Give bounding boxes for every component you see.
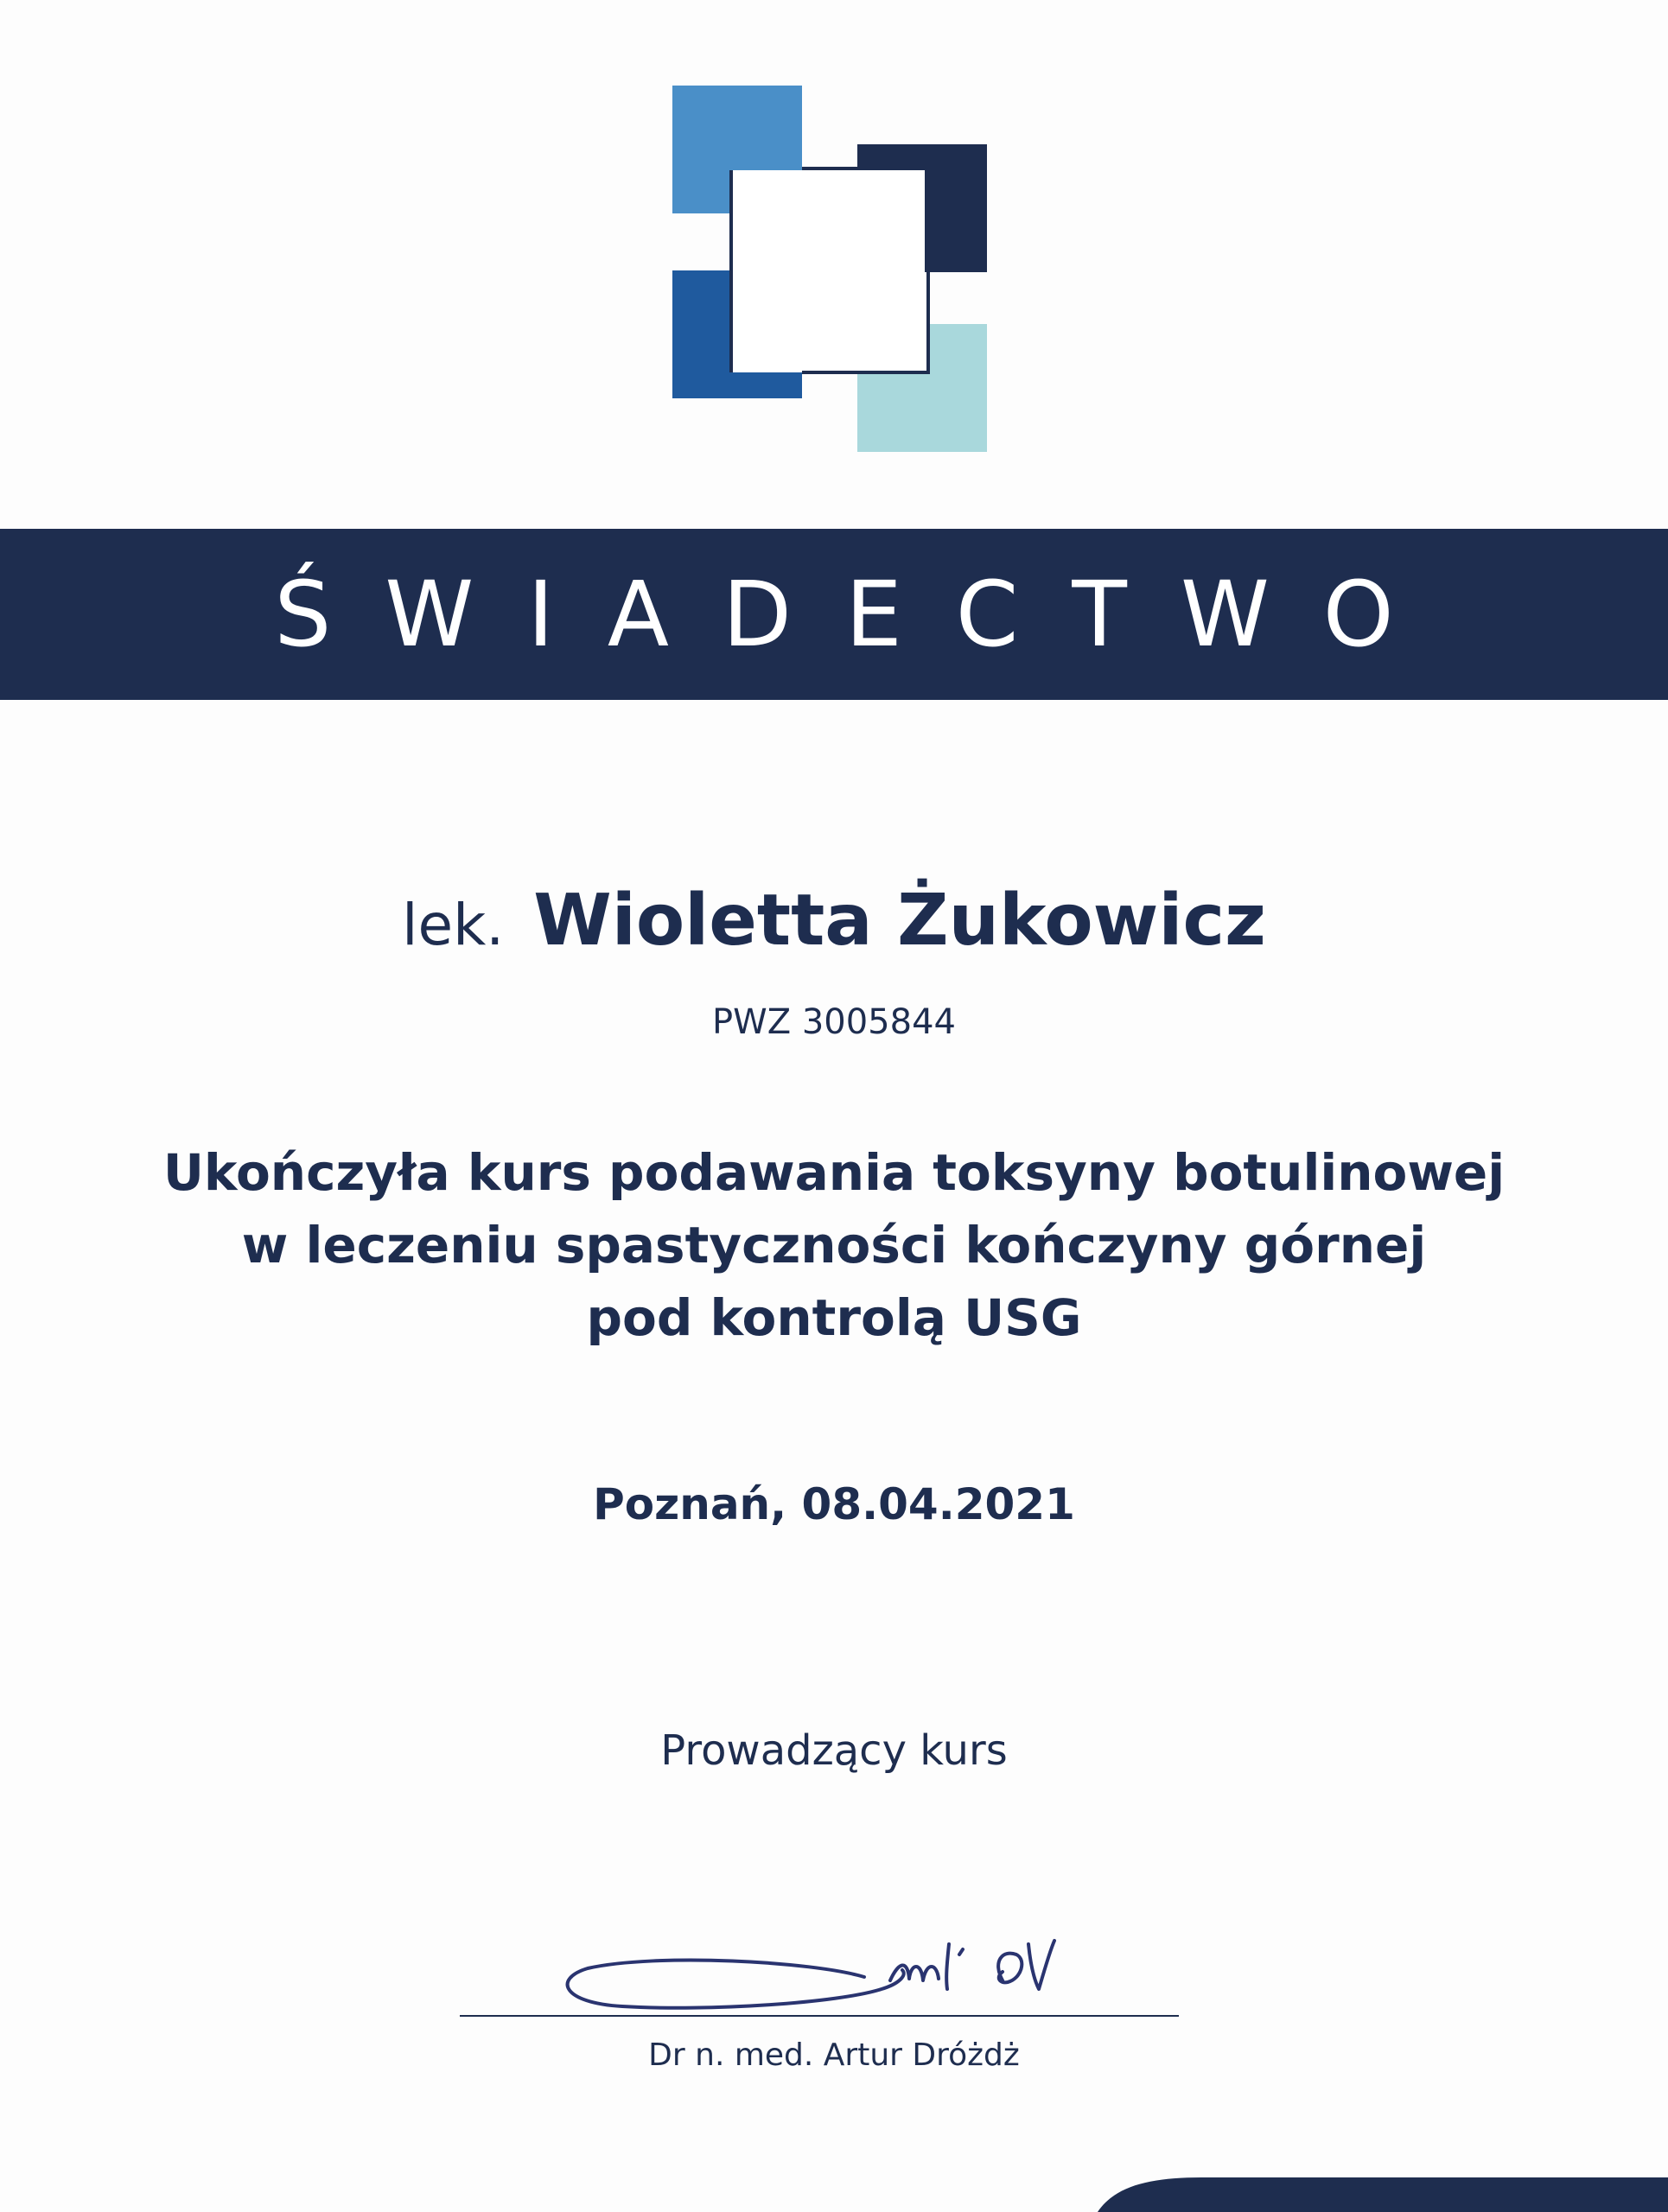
course-description: [0, 1136, 1668, 1354]
bottom-corner-decoration: [1098, 2177, 1668, 2212]
place-and-date: Poznań, 08.04.2021: [593, 1479, 1075, 1529]
recipient-name: Wioletta Żukowicz: [533, 880, 1266, 962]
signer-name: Dr n. med. Artur Dróżdż: [648, 2037, 1020, 2073]
certificate-title: ŚWIADECTWO: [274, 562, 1448, 667]
course-line-1: Ukończyła kurs podawania toksyny botulinowej: [162, 1143, 1506, 1202]
course-line-3: pod kontrolą USG: [586, 1288, 1082, 1347]
signature-line: [460, 2015, 1179, 2017]
handwritten-signature: [553, 1910, 1124, 2013]
recipient-title-prefix: lek.: [402, 892, 505, 958]
organization-logo: [665, 82, 994, 454]
course-line-2: w leczeniu spastyczności kończyny górnej: [241, 1216, 1427, 1274]
recipient-license-number: PWZ 3005844: [712, 1002, 956, 1042]
recipient-line: [0, 880, 1668, 962]
instructor-label: Prowadzący kurs: [660, 1726, 1008, 1775]
title-banner: [0, 529, 1668, 700]
